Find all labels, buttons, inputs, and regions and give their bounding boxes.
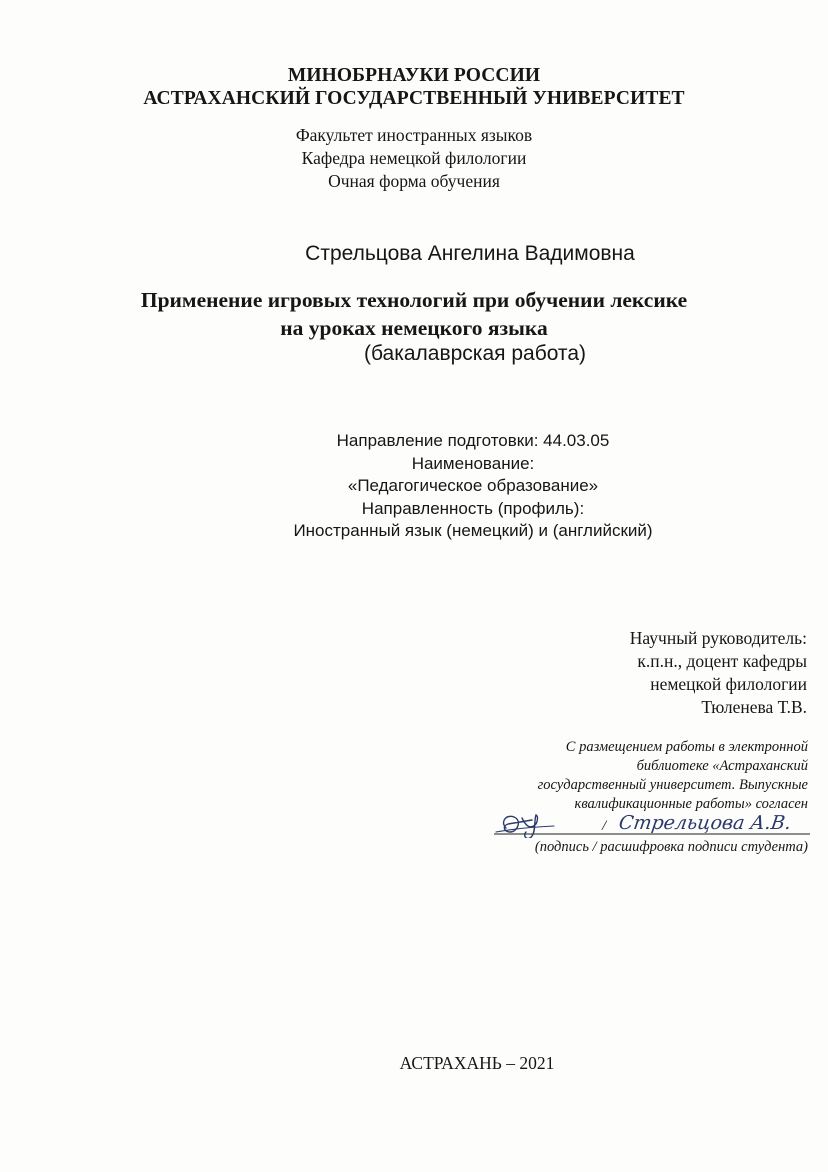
consent-line-4: квалификационные работы» согласен bbox=[574, 796, 808, 812]
program-name-label: Наименование: bbox=[411, 453, 535, 473]
thesis-title bbox=[0, 286, 828, 342]
handwritten-name: Стрельцова А.В. bbox=[617, 812, 793, 834]
program-block bbox=[0, 430, 828, 543]
ministry-name: МИНОБРНАУКИ РОССИИ bbox=[287, 65, 541, 86]
signature-line bbox=[492, 812, 810, 838]
signature-separator: / bbox=[602, 818, 607, 834]
program-direction: Направление подготовки: 44.03.05 bbox=[336, 431, 610, 450]
department-name: Кафедра немецкой филологии bbox=[301, 148, 527, 168]
consent-line-2: библиотеке «Астраханский bbox=[636, 758, 808, 774]
faculty-name: Факультет иностранных языков bbox=[295, 125, 533, 145]
institution-header bbox=[0, 64, 828, 110]
study-form: Очная форма обучения bbox=[328, 171, 500, 191]
program-profile-label: Направленность (профиль): bbox=[361, 498, 585, 518]
supervisor-department: немецкой филологии bbox=[650, 674, 807, 694]
city-year: АСТРАХАНЬ – 2021 bbox=[399, 1053, 555, 1073]
consent-line-1: С размещением работы в электронной bbox=[565, 739, 808, 755]
thesis-title-line-1: Применение игровых технологий при обучении лексике bbox=[140, 288, 688, 312]
supervisor-name: Тюленева Т.В. bbox=[701, 697, 807, 717]
faculty-block bbox=[0, 124, 828, 193]
program-profile-value: Иностранный язык (немецкий) и (английский) bbox=[293, 521, 653, 540]
university-name: АСТРАХАНСКИЙ ГОСУДАРСТВЕННЫЙ УНИВЕРСИТЕТ bbox=[143, 88, 685, 109]
author-name: Стрельцова Ангелина Вадимовна bbox=[305, 242, 635, 265]
supervisor-degree: к.п.н., доцент кафедры bbox=[637, 651, 807, 671]
supervisor-label: Научный руководитель: bbox=[629, 628, 807, 648]
thesis-type: (бакалаврская работа) bbox=[363, 342, 586, 365]
consent-statement bbox=[538, 738, 808, 814]
signature-caption: (подпись / расшифровка подписи студента) bbox=[534, 839, 808, 855]
supervisor-block bbox=[630, 627, 807, 719]
thesis-title-line-2: на уроках немецкого языка bbox=[280, 316, 548, 340]
program-name-value: «Педагогическое образование» bbox=[347, 476, 599, 495]
consent-line-3: государственный университет. Выпускные bbox=[537, 777, 808, 793]
